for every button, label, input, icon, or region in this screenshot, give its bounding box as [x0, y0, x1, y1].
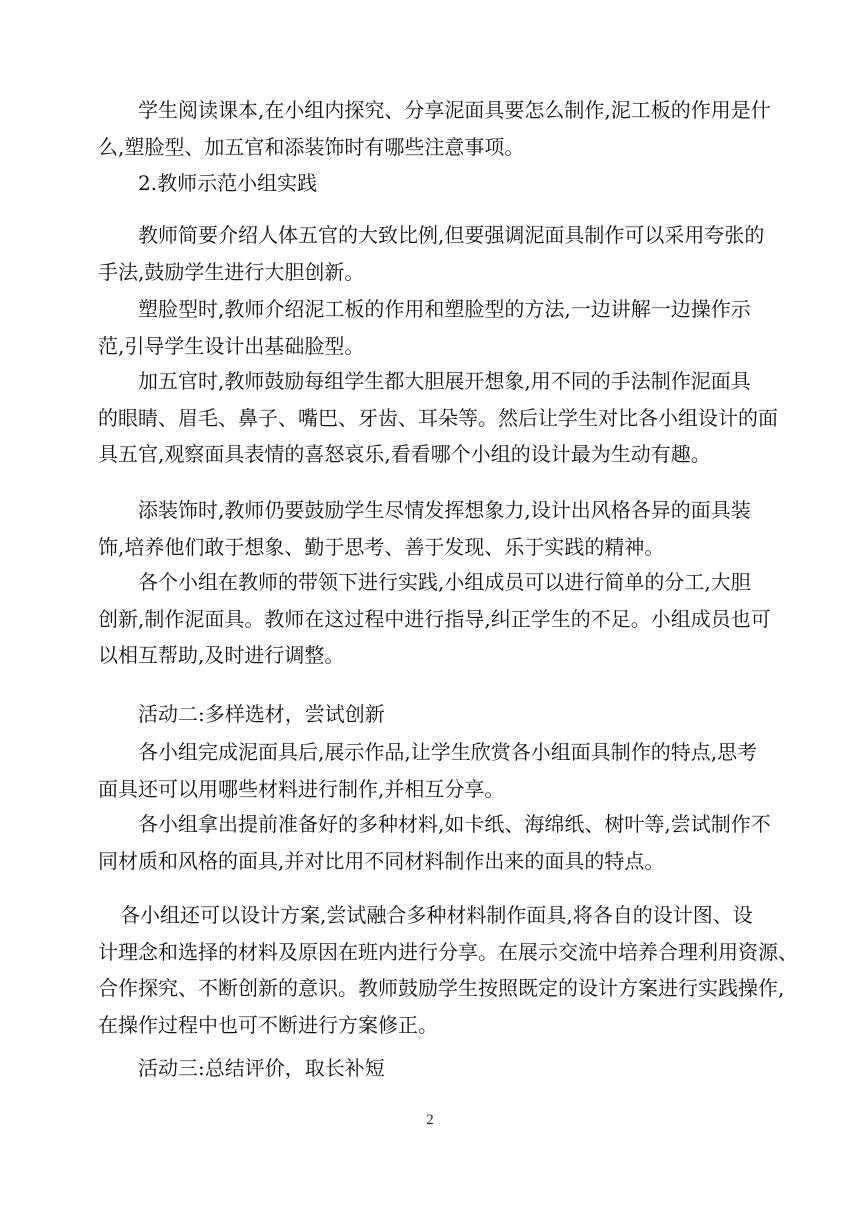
- text-line: 在操作过程中也可不断进行方案修正。: [98, 1012, 438, 1037]
- text-line: 塑脸型时,教师介绍泥工板的作用和塑脸型的方法,一边讲解一边操作示: [138, 297, 751, 321]
- text-line: 2.教师示范小组实践: [138, 171, 318, 195]
- section-heading: [0, 165, 317, 202]
- text-line: 活动三:总结评价，取长补短: [138, 1056, 385, 1080]
- text-line: 计理念和选择的材料及原因在班内进行分享。在展示交流中培养合理利用资源、: [98, 939, 798, 964]
- paragraph: [0, 363, 778, 473]
- text-line: 创新,制作泥面具。教师在这过程中进行指导,纠正学生的不足。小组成员也可: [98, 606, 771, 631]
- text-line: 活动二:多样选材，尝试创新: [138, 702, 385, 726]
- paragraph: [0, 734, 757, 807]
- paragraph: [0, 806, 771, 879]
- text-line: 各小组完成泥面具后,展示作品,让学生欣赏各小组面具制作的特点,思考: [138, 740, 758, 764]
- text-line: 么,塑脸型、加五官和添装饰时有哪些注意事项。: [98, 134, 525, 159]
- text-line: 各小组还可以设计方案,尝试融合多种材料制作面具,将各自的设计图、设: [120, 903, 753, 927]
- text-line: 面具还可以用哪些材料进行制作,并相互分享。: [98, 776, 505, 801]
- text-line: 加五官时,教师鼓励每组学生都大胆展开想象,用不同的手法制作泥面具: [138, 369, 751, 393]
- paragraph: [0, 92, 771, 165]
- text-line: 各个小组在教师的带领下进行实践,小组成员可以进行简单的分工,大胆: [138, 570, 751, 594]
- paragraph: [0, 291, 751, 364]
- text-line: 教师简要介绍人体五官的大致比例,但要强调泥面具制作可以采用夸张的: [138, 223, 765, 247]
- text-line: 的眼睛、眉毛、鼻子、嘴巴、牙齿、耳朵等。然后让学生对比各小组设计的面: [98, 405, 778, 430]
- text-line: 以相互帮助,及时进行调整。: [98, 643, 345, 667]
- text-line: 手法,鼓励学生进行大胆创新。: [98, 259, 365, 284]
- paragraph: [0, 897, 798, 1043]
- text-line: 添装饰时,教师仍要鼓励学生尽情发挥想象力,设计出风格各异的面具装: [138, 498, 751, 522]
- text-line: 饰,培养他们敢于想象、勤于思考、善于发现、乐于实践的精神。: [98, 534, 665, 559]
- page-number: 2: [426, 1112, 434, 1128]
- paragraph: [0, 217, 764, 290]
- text-line: 具五官,观察面具表情的喜怒哀乐,看看哪个小组的设计最为生动有趣。: [98, 442, 711, 466]
- text-line: 各小组拿出提前准备好的多种材料,如卡纸、海绵纸、树叶等,尝试制作不: [138, 812, 771, 836]
- paragraph: [0, 564, 771, 674]
- paragraph: [0, 492, 751, 565]
- text-line: 合作探究、不断创新的意识。教师鼓励学生按照既定的设计方案进行实践操作,: [98, 976, 785, 1000]
- text-line: 学生阅读课本,在小组内探究、分享泥面具要怎么制作,泥工板的作用是什: [138, 98, 771, 122]
- text-line: 同材质和风格的面具,并对比用不同材料制作出来的面具的特点。: [98, 848, 665, 873]
- section-heading: [0, 696, 385, 733]
- section-heading: [0, 1050, 385, 1087]
- text-line: 范,引导学生设计出基础脸型。: [98, 333, 365, 358]
